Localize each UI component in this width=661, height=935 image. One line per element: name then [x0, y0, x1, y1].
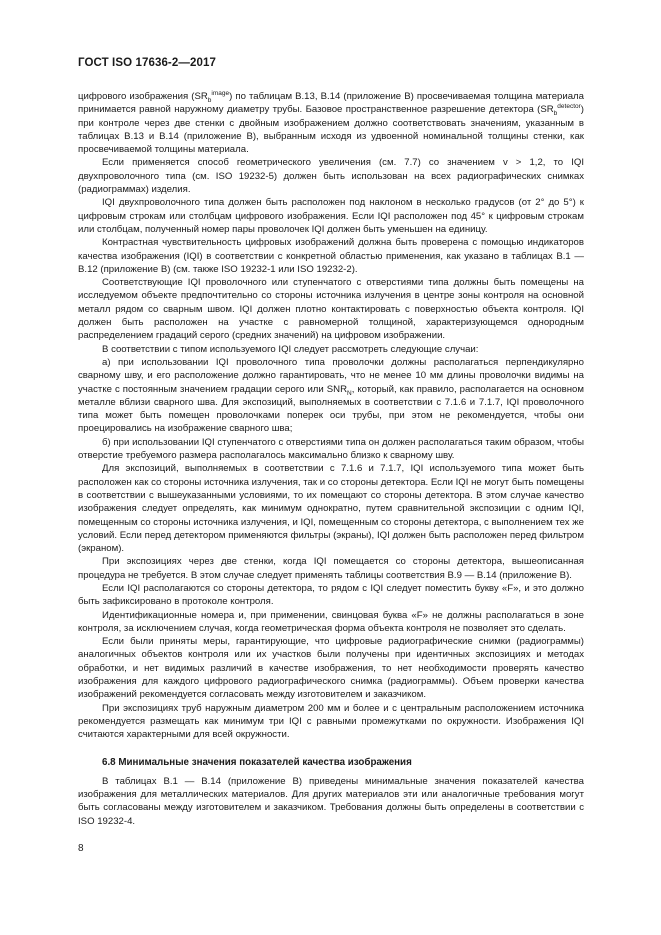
page-number: 8	[78, 843, 84, 854]
list-item: б) при использовании IQI ступенчатого с отверстиями типа он должен располагаться таким образом, чтобы отверстие требуемого размера располагалось максимально близко к сварному шву.	[78, 436, 584, 462]
paragraph: Соответствующие IQI проволочного или ступенчатого с отверстиями типа должны быть помещены на исследуемом объекте предпочтительно со стороны источника излучения в центре зоны контроля на основной металл рядом со сварным швом. IQI должен плотно контактировать с поверхностью объекта контроля. IQI должен быть расположен на участке с равномерной толщиной, характеризующемся однородным распределением градаций серого (средних значений) на цифровом изображении.	[78, 277, 584, 342]
superscript: image	[211, 89, 230, 97]
document-header: ГОСТ ISO 17636-2—2017	[78, 57, 216, 69]
subscript: b	[207, 96, 212, 104]
paragraph-text: цифрового изображения (SR	[78, 91, 208, 102]
paragraph: Если были приняты меры, гарантирующие, что цифровые радиографические снимки (радиограммы) аналогичных объектов контроля или их участков были получены при идентичных экспозициях и методах обработки, и нет видимых различий в качестве изображения, то нет необходимости проверять качество изображения для каждого цифрового радиографического снимка (радиограммы). Объем проверки качества изображений рекомендуется согласовать между изготовителем и заказчиком.	[78, 636, 584, 701]
document-body	[78, 90, 584, 828]
paragraph-text: , который, как правило, располагается на основном металле вблизи сварного шва. Для экспозиций, выполняемых в соответствии с 7.1.6 и 7.1.7, IQI проволочного типа может быть помещен проволочками поперек оси трубы, при этом не рекомендуется, чтобы они проецировались на изображение сварного шва;	[78, 383, 584, 435]
paragraph: IQI двухпроволочного типа должен быть расположен под наклоном в несколько градусов (от 2° до 5°) к цифровым строкам или столбцам цифрового изображения. Если IQI расположен под 45° к цифровым строкам или столбцам, полученный номер пары проволочек IQI должен быть уменьшен на единицу.	[78, 197, 584, 235]
paragraph: Если применяется способ геометрического увеличения (см. 7.7) со значением v > 1,2, то IQI двухпроволочного типа (см. ISO 19232-5) должен быть использован на всех радиографических снимках (радиограммах) изделия.	[78, 157, 584, 196]
superscript: detector	[557, 103, 581, 111]
subscript: b	[553, 110, 558, 118]
paragraph-text: ) по таблицам B.13, B.14 (приложение В) просвечиваемая толщина материала принимается равной наружному диаметру трубы. Базовое пространственное разрешение детектора (SR	[78, 91, 584, 116]
paragraph-text: а) при использовании IQI проволочного типа проволочки должны располагаться перпендикулярно сварному шву, и его расположение должно гарантировать, что не менее 10 мм длины проволочки видимы на участке с постоянным значением градации серого или SNR	[78, 356, 584, 395]
paragraph: В соответствии с типом используемого IQI следует рассмотреть следующие случаи:	[102, 343, 479, 355]
paragraph: Идентификационные номера и, при применении, свинцовая буква «F» не должны располагаться в зоне контроля, за исключением случая, когда геометрическая форма объекта контроля не позволяет это сделать.	[78, 609, 584, 634]
paragraph: При экспозициях труб наружным диаметром 200 мм и более и с центральным расположением источника рекомендуется размещать как минимум три IQI с равными промежутками по окружности. Изображения IQI считаются характерными для всей окружности.	[78, 702, 584, 741]
paragraph: В таблицах В.1 — В.14 (приложение В) приведены минимальные значения показателей качества изображения для металлических материалов. Для других материалов эти или аналогичные требования могут быть согласованы между изготовителем и заказчиком. Требования должны быть определены в соответствии с ISO 19232-4.	[78, 775, 584, 827]
paragraph	[78, 90, 584, 156]
list-item	[78, 356, 584, 436]
paragraph: Если IQI располагаются со стороны детектора, то рядом с IQI следует поместить букву «F», и это должно быть зафиксировано в протоколе контроля.	[78, 582, 584, 608]
section-title: 6.8 Минимальные значения показателей качества изображения	[102, 756, 412, 768]
paragraph: Для экспозиций, выполняемых в соответствии с 7.1.6 и 7.1.7, IQI используемого типа может быть расположен как со стороны источника излучения, так и со стороны детектора. Если IQI не могут быть помещены в соответствии с вышеуказанными условиями, то их помещают со стороны детектора. В этом случае качество изображения следует определять, как минимум однократно, путем сравнительной экспозиции с одним IQI, помещенным со стороны источника излучения, и IQI, помещенным со стороны детектора, с выполнением тех же условий. Если перед детектором применяются фильтры (экраны), IQI должен быть расположен перед фильтром (экраном).	[78, 463, 584, 555]
paragraph: Контрастная чувствительность цифровых изображений должна быть проверена с помощью индикаторов качества изображения (IQI) в соответствии с конкретной областью применения, как указано в таблицах В.1 — В.12 (приложение В) (см. также ISO 19232-1 или ISO 19232-2).	[78, 237, 584, 275]
paragraph-text: ) при контроле через две стенки с двойным изображением должно соответствовать значениям, указанным в таблицах В.13 и В.14 (приложение В), выбранным исходя из удвоенной номинальной толщины стенки, как просвечиваемой толщины материала.	[78, 104, 584, 156]
paragraph: При экспозициях через две стенки, когда IQI помещается со стороны детектора, вышеописанная процедура не требуется. В этом случае следует применять таблицы соответствия В.9 — В.14 (приложение В).	[78, 556, 584, 581]
subscript: N	[347, 389, 352, 397]
